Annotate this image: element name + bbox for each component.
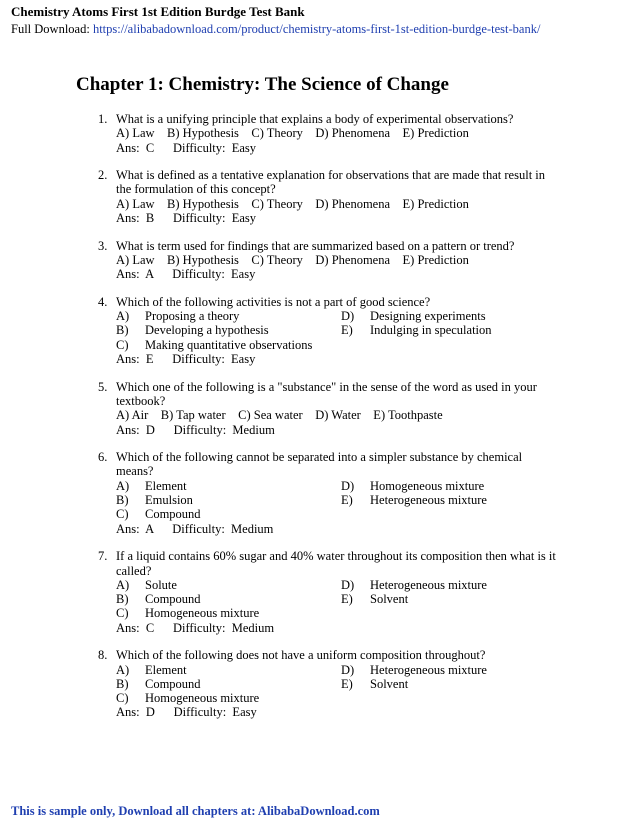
choice-text: Element — [145, 662, 187, 677]
question-text: What is term used for findings that are summarized based on a pattern or trend? — [116, 238, 515, 253]
question-line — [98, 168, 598, 225]
answer-line: Ans: A Difficulty: Easy — [116, 267, 256, 282]
question-line — [98, 239, 598, 282]
question-number: 7. — [98, 549, 108, 564]
choice-text: Indulging in speculation — [370, 323, 492, 338]
question-text: What is defined as a tentative explanation for observations that are made that result in — [116, 168, 546, 183]
question-text: means? — [116, 464, 154, 479]
choice-letter — [341, 338, 370, 352]
choice-text: Element — [145, 478, 187, 493]
choice-letter: C) — [116, 507, 129, 522]
choice-letter: D) — [341, 577, 355, 592]
choice-text: Designing experiments — [370, 309, 486, 324]
choice-text: Heterogeneous mixture — [370, 577, 487, 592]
answer-choices: A) Law B) Hypothesis C) Theory D) Phenomena E) Prediction — [116, 126, 469, 141]
question-number: 1. — [98, 112, 108, 126]
question-line — [98, 112, 598, 155]
question-body — [116, 112, 598, 155]
choice-text: Compound — [145, 592, 201, 607]
question-list — [98, 112, 598, 733]
question-item — [98, 380, 598, 437]
answer-line: Ans: D Difficulty: Medium — [116, 422, 275, 437]
choice-text: Homogeneous mixture — [145, 606, 260, 621]
choice-letter: A) — [116, 577, 130, 592]
choice-text — [370, 507, 598, 521]
choice-letter: A) — [116, 478, 130, 493]
question-line — [98, 549, 598, 635]
question-text: What is a unifying principle that explains a body of experimental observations? — [116, 112, 514, 126]
answer-choices-grid — [116, 309, 598, 352]
choice-letter: D) — [341, 478, 355, 493]
question-line — [98, 450, 598, 536]
choice-letter: C) — [116, 337, 129, 352]
download-line — [11, 22, 540, 37]
question-item — [98, 239, 598, 282]
question-line — [98, 380, 598, 437]
question-number: 3. — [98, 238, 108, 253]
choice-text: Solvent — [370, 592, 409, 607]
question-body — [116, 380, 598, 437]
choice-text: Solute — [145, 577, 177, 592]
choice-letter — [341, 606, 370, 620]
choice-text: Heterogeneous mixture — [370, 662, 487, 677]
choice-text: Homogeneous mixture — [145, 691, 260, 706]
choice-text: Solvent — [370, 676, 409, 691]
answer-line: Ans: C Difficulty: Easy — [116, 140, 257, 155]
answer-choices: A) Air B) Tap water C) Sea water D) Water E) Toothpaste — [116, 408, 443, 423]
choice-letter: E) — [341, 493, 353, 508]
question-number: 6. — [98, 450, 108, 465]
download-prefix: Full Download: — [11, 22, 93, 36]
question-item — [98, 112, 598, 155]
answer-choices-grid — [116, 578, 598, 621]
question-item — [98, 450, 598, 536]
question-line — [98, 295, 598, 366]
choice-text: Making quantitative observations — [145, 337, 313, 352]
download-link[interactable]: https://alibabadownload.com/product/chemistry-atoms-first-1st-edition-burdge-test-bank/ — [92, 22, 541, 36]
question-item — [98, 168, 598, 225]
choice-text: Heterogeneous mixture — [370, 493, 487, 508]
answer-line: Ans: C Difficulty: Medium — [116, 620, 275, 635]
choice-text: Developing a hypothesis — [145, 323, 269, 338]
choice-text — [370, 691, 598, 705]
question-body — [116, 450, 598, 536]
question-number: 5. — [98, 379, 108, 394]
question-text: the formulation of this concept? — [116, 182, 276, 197]
answer-choices: A) Law B) Hypothesis C) Theory D) Phenomena E) Prediction — [116, 252, 469, 267]
choice-letter: E) — [341, 323, 353, 338]
question-body — [116, 648, 598, 719]
choice-text: Homogeneous mixture — [370, 478, 485, 493]
choice-letter: D) — [341, 309, 355, 324]
answer-line: Ans: B Difficulty: Easy — [116, 211, 257, 226]
choice-text: Proposing a theory — [145, 309, 240, 324]
question-item — [98, 549, 598, 635]
answer-line: Ans: D Difficulty: Easy — [116, 705, 257, 720]
choice-letter: E) — [341, 592, 353, 607]
choice-text: Compound — [145, 507, 201, 522]
choice-letter: E) — [341, 676, 353, 691]
choice-letter: C) — [116, 606, 129, 621]
choice-letter: A) — [116, 662, 130, 677]
question-text: Which of the following cannot be separated into a simpler substance by chemical — [116, 450, 523, 465]
choice-letter — [341, 507, 370, 521]
question-text: Which of the following does not have a uniform composition throughout? — [116, 648, 486, 663]
question-text: If a liquid contains 60% sugar and 40% water throughout its composition then what is it — [116, 549, 556, 564]
answer-line: Ans: E Difficulty: Easy — [116, 352, 256, 367]
question-text: textbook? — [116, 393, 166, 408]
question-text: Which one of the following is a "substance" in the sense of the word as used in your — [116, 379, 537, 394]
question-line — [98, 648, 598, 719]
question-item — [98, 295, 598, 366]
choice-text: Emulsion — [145, 493, 193, 508]
choice-letter: B) — [116, 493, 129, 508]
question-number: 2. — [98, 168, 108, 183]
choice-text: Compound — [145, 676, 201, 691]
answer-line: Ans: A Difficulty: Medium — [116, 521, 274, 536]
answer-choices-grid — [116, 479, 598, 522]
answer-choices-grid — [116, 663, 598, 706]
question-body — [116, 549, 598, 635]
question-body — [116, 295, 598, 366]
question-body — [116, 168, 598, 225]
choice-letter — [341, 691, 370, 705]
document-title: Chemistry Atoms First 1st Edition Burdge Test Bank — [11, 4, 305, 19]
question-item — [98, 648, 598, 719]
choice-text — [370, 338, 598, 352]
choice-text — [370, 606, 598, 620]
answer-choices: A) Law B) Hypothesis C) Theory D) Phenomena E) Prediction — [116, 196, 469, 211]
question-number: 8. — [98, 648, 108, 663]
question-text: called? — [116, 563, 152, 578]
choice-letter: B) — [116, 323, 129, 338]
choice-letter: C) — [116, 691, 129, 706]
choice-letter: D) — [341, 662, 355, 677]
choice-letter: A) — [116, 309, 130, 324]
footer-notice: This is sample only, Download all chapters at: AlibabaDownload.com — [11, 804, 380, 818]
choice-letter: B) — [116, 592, 129, 607]
question-body — [116, 239, 598, 282]
question-number: 4. — [98, 294, 108, 309]
chapter-heading: Chapter 1: Chemistry: The Science of Change — [76, 74, 449, 95]
choice-letter: B) — [116, 676, 129, 691]
question-text: Which of the following activities is not a part of good science? — [116, 294, 431, 309]
